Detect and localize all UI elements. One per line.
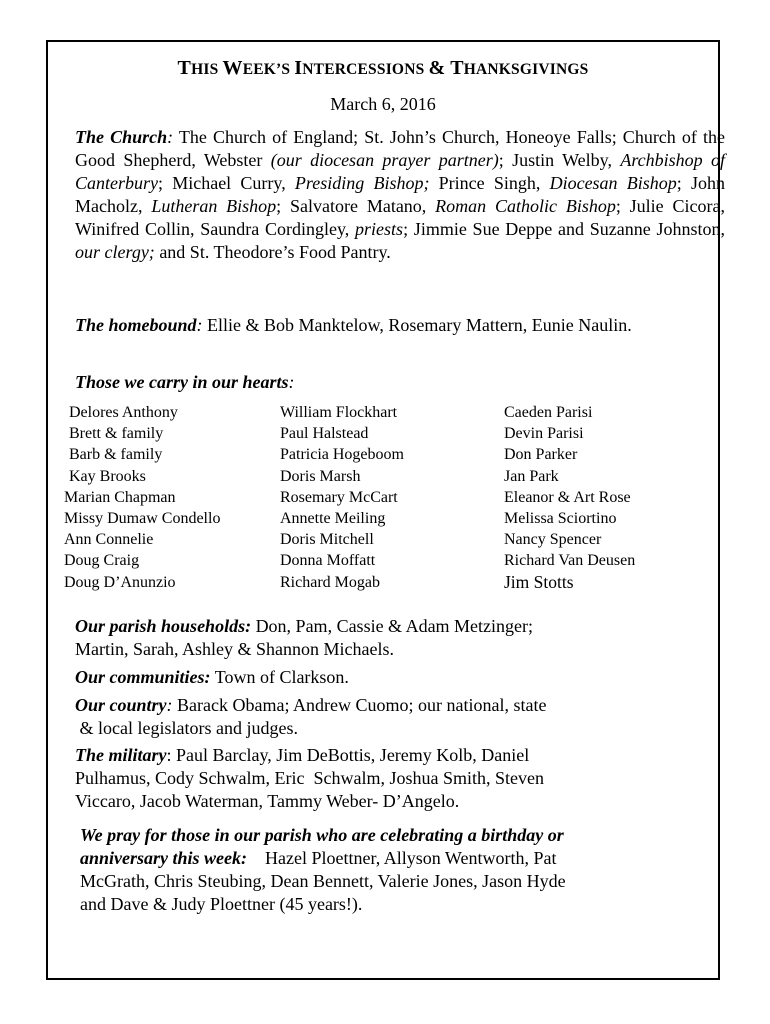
birthday-paragraph: We pray for those in our parish who are celebrating a birthday or anniversary this week: Hazel Ploettner, Allyson Wentworth, Pat McGrath, Chris Steubing, Dean Bennett, Valerie Jones, Jason Hyde and Dave & Judy Ploettner (45 years!). xyxy=(80,825,566,914)
name-item: Brett & family xyxy=(69,425,164,443)
name-item: Doris Mitchell xyxy=(280,531,374,549)
name-item: Don Parker xyxy=(504,446,578,464)
name-item: Jan Park xyxy=(504,467,559,485)
name-item: Doris Marsh xyxy=(280,467,361,485)
name-item: Eleanor & Art Rose xyxy=(504,488,631,506)
page-title: THIS WEEK’S INTERCESSIONS & THANKSGIVINGS xyxy=(177,57,589,79)
communities-paragraph: Our communities: Town of Clarkson. xyxy=(75,667,349,687)
name-item: Caeden Parisi xyxy=(504,404,593,421)
name-item: Kay Brooks xyxy=(69,467,146,485)
name-item: Delores Anthony xyxy=(69,404,178,421)
names-column-1 xyxy=(64,402,220,593)
name-item: Doug D’Anunzio xyxy=(64,573,176,591)
homebound-paragraph: The homebound: Ellie & Bob Manktelow, Rosemary Mattern, Eunie Naulin. xyxy=(75,315,632,335)
name-item: Donna Moffatt xyxy=(280,552,376,570)
name-item: William Flockhart xyxy=(280,404,398,421)
name-item: Paul Halstead xyxy=(280,425,369,443)
name-item: Devin Parisi xyxy=(504,425,584,443)
date: March 6, 2016 xyxy=(330,94,436,114)
bulletin-frame xyxy=(46,40,726,980)
names-column-2 xyxy=(280,402,404,593)
name-item: Patricia Hogeboom xyxy=(280,446,404,464)
name-item: Melissa Sciortino xyxy=(504,510,617,528)
name-item: Richard Mogab xyxy=(280,573,380,591)
name-item: Ann Connelie xyxy=(64,531,154,549)
name-item: Marian Chapman xyxy=(64,488,176,506)
name-item: Nancy Spencer xyxy=(504,531,602,549)
military-paragraph: The military: Paul Barclay, Jim DeBottis, Jeremy Kolb, Daniel Pulhamus, Cody Schwalm, Eric Schwalm, Joshua Smith, Steven Viccaro, Jacob Waterman, Tammy Weber- D’Angelo. xyxy=(75,745,544,811)
name-item: Richard Van Deusen xyxy=(504,552,636,570)
names-column-3 xyxy=(504,402,635,593)
church-paragraph: The Church: The Church of England; St. John’s Church, Honeoye Falls; Church of the Good Shepherd, Webster (our diocesan prayer partner); Justin Welby, Archbishop of Canterbury; Michael Curry, Presiding Bishop; Prince Singh, Diocesan Bishop; John Macholz, Lutheran Bishop; Salvatore Matano, Roman Catholic Bishop; Julie Cicora, Winifred Collin, Saundra Cordingley, priests; Jimmie Sue Deppe and Suzanne Johnston, our clergy; and St. Theodore’s Food Pantry. xyxy=(75,127,726,262)
name-item: Jim Stotts xyxy=(504,571,574,592)
name-item: Annette Meiling xyxy=(280,510,386,528)
country-paragraph: Our country: Barack Obama; Andrew Cuomo; our national, state & local legislators and judges. xyxy=(75,695,547,738)
name-item: Doug Craig xyxy=(64,552,140,570)
households-paragraph: Our parish households: Don, Pam, Cassie & Adam Metzinger; Martin, Sarah, Ashley & Shannon Michaels. xyxy=(75,616,534,659)
name-item: Missy Dumaw Condello xyxy=(64,510,221,528)
name-item: Rosemary McCart xyxy=(280,488,398,506)
hearts-heading: Those we carry in our hearts: xyxy=(75,372,295,392)
name-item: Barb & family xyxy=(69,446,163,464)
